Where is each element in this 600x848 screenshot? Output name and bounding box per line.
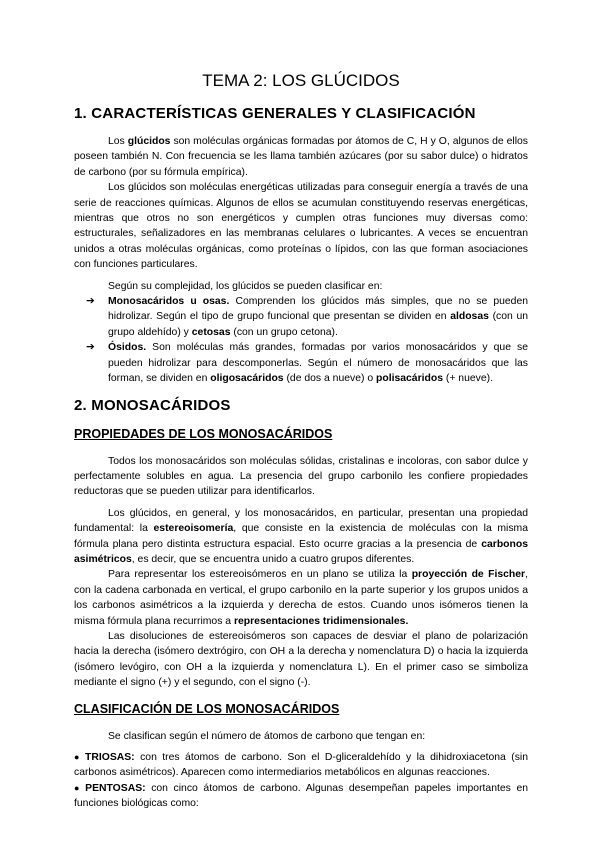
list-item-monosacaridos: ➔ Monosacáridos u osas. Comprenden los glúcidos más simples, que no se pueden hidrolizar. Según el tipo de grupo funcional que presentan se dividen en aldosas (con un grupo aldehído) y cetosas (con un grupo cetona). [86, 296, 529, 338]
page-title: TEMA 2: LOS GLÚCIDOS [202, 71, 400, 90]
section1-heading: 1. CARACTERÍSTICAS GENERALES Y CLASIFICACIÓN [74, 105, 476, 122]
bullet-triosas: ● TRIOSAS: con tres átomos de carbono. Son el D-gliceraldehído y la dihidroxiacetona (sin carbonos asimétricos). Aparecen como intermediarios metabólicos en algunas reacciones. [74, 752, 529, 779]
section1-paragraph-3: Según su complejidad, los glúcidos se pueden clasificar en: [108, 280, 383, 292]
section2-paragraph-4: Las disoluciones de estereoisómeros son capaces de desviar el plano de polarización hacia la derecha (isómero dextrógiro, con OH a la derecha y nomenclatura D) o hacia la izquierda (isómero levógiro, con OH a la izquierda y nomenclatura L). En el primer caso se simboliza mediante el signo (+) y el segundo, con el signo (-). [74, 630, 528, 689]
section2-paragraph-3: Para representar los estereoisómeros en un plano se utiliza la proyección de Fischer, con la cadena carbonada en vertical, el grupo carbonilo en la parte superior y los grupos unidos a los carbonos asimétricos a la izquierda y derecha de estos. Cuando unos isómeros tienen la misma fórmula plana recurrimos a representaciones tridimensionales. [74, 569, 528, 627]
arrow-icon: ➔ [86, 342, 95, 354]
section1-paragraph-2: Los glúcidos son moléculas energéticas utilizadas para conseguir energía a través de una serie de reacciones químicas. Algunos de ellos se acumulan constituyendo reservas energéticas, mientras que otros no son energéticos y cumplen otras funciones muy diversas como: estructurales, señalizadores en las membranas celulares o lubricantes. A veces se encuentran unidos a otras moléculas orgánicas, como proteínas o lípidos, con las que forman asociaciones con funciones particulares. [74, 182, 528, 271]
bullet-icon: ● [74, 782, 83, 793]
section1-paragraph-1: Los glúcidos son moléculas orgánicas formadas por átomos de C, H y O, algunos de ellos poseen también N. Con frecuencia se les llama también azúcares (por su sabor dulce) o hidratos de carbono (por su fórmula empírica). [74, 136, 528, 178]
subheading-clasificacion: CLASIFICACIÓN DE LOS MONOSACÁRIDOS [74, 701, 340, 716]
subheading-propiedades: PROPIEDADES DE LOS MONOSACÁRIDOS [74, 426, 333, 441]
classification-list [74, 294, 528, 386]
arrow-icon: ➔ [86, 296, 95, 308]
section2-paragraph-5: Se clasifican según el número de átomos de carbono que tengan en: [108, 730, 426, 742]
bullet-pentosas: ● PENTOSAS: con cinco átomos de carbono. Algunas desempeñan papeles importantes en funciones biológicas como: [74, 782, 528, 810]
section2-heading: 2. MONOSACÁRIDOS [74, 396, 231, 414]
list-item-osidos: ➔ Ósidos. Son moléculas más grandes, formadas por varios monosacáridos y que se pueden hidrolizar para descomponerlas. Según el número de monosacáridos que las forman, se dividen en oligosacáridos (de dos a nueve) o polisacáridos (+ nueve). [86, 342, 528, 385]
section2-paragraph-1: Todos los monosacáridos son moléculas sólidas, cristalinas e incoloras, con sabor dulce y perfectamente solubles en agua. La presencia del grupo carbonilo les confiere propiedades reductoras que se pueden utilizar para identificarlos. [74, 455, 528, 498]
bullet-icon: ● [74, 752, 82, 762]
section2-paragraph-2: Los glúcidos, en general, y los monosacáridos, en particular, presentan una propiedad fundamental: la estereoisomería, que consiste en la existencia de moléculas con la misma fórmula plana pero distinta estructura espacial. Esto ocurre gracias a la presencia de carbonos asimétricos, es decir, que se encuentra unido a cuatro grupos diferentes. [74, 507, 528, 565]
